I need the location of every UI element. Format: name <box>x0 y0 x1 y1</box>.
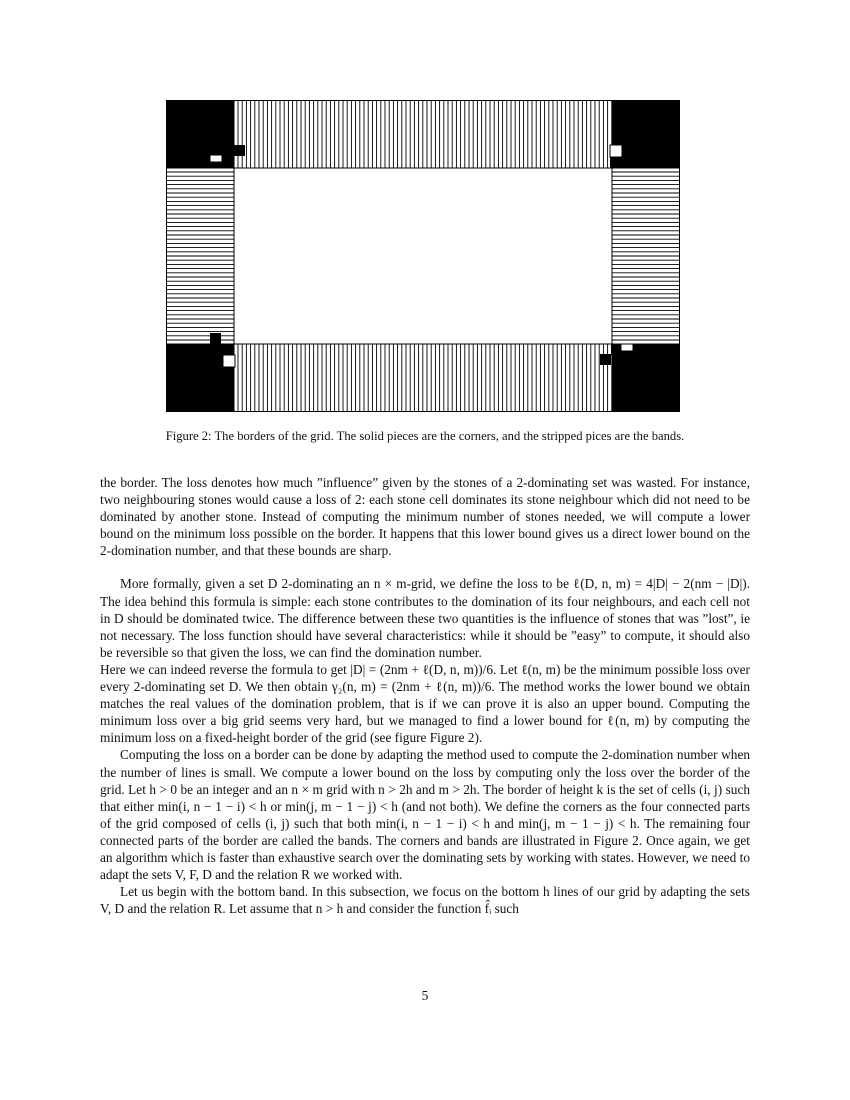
page-number: 5 <box>421 988 429 1003</box>
grid-borders-diagram <box>166 100 680 412</box>
tr-bump <box>621 156 632 167</box>
tl-bump2 <box>223 145 234 156</box>
paragraph-5: Let us begin with the bottom band. In this subsection, we focus on the bottom h lines of our grid by adapting the sets V, D and the relation R. Let assume that n > h and consider the function f̂ᵢ such <box>100 884 750 917</box>
br-notch <box>621 344 633 351</box>
paragraph-2: More formally, given a set D 2-dominating an n × m-grid, we define the loss to be ℓ(D, n, m) = 4|D| − 2(nm − |D|). The idea behind this formula is simple: each stone contributes to the domination of its four neighbours, and each cell not in D should be dominated twice. The difference between these two quantities is the influence of stones that was ”lost”, ie not necessary. The loss function should have several characteristics: while it should be ”easy” to compute, it should also be reversible so that given the loss, we can find the domination number. <box>100 576 750 660</box>
tr-notch <box>610 145 622 157</box>
bl-bump2 <box>223 344 234 355</box>
grid-borders-figure <box>166 100 680 412</box>
br-bump2 <box>611 344 622 355</box>
br-bump <box>600 354 611 365</box>
paragraph-1: the border. The loss denotes how much ”influence” given by the stones of a 2-dominating set was wasted. For instance, two neighbouring stones would cause a loss of 2: each stone cell dominates its stone neighbour which did not need to be dominated by another stone. Instead of computing the minimum number of stones needed, we will compute a lower bound on the minimum loss possible on the border. It happens that this lower bound gives us a direct lower bound on the 2-domination number, and that these bounds are sharp. <box>100 475 750 559</box>
tl-notch <box>210 155 222 162</box>
tl-bump <box>234 145 245 156</box>
top-left-corner <box>166 100 234 168</box>
bottom-right-corner <box>612 344 680 412</box>
body-text <box>100 474 750 917</box>
paragraph-3: Here we can indeed reverse the formula to get |D| = (2nm + ℓ(D, n, m))/6. Let ℓ(n, m) be the minimum possible loss over every 2-dominating set D. We then obtain γ₂(n, m) = (2nm + ℓ(n, m))/6. The method works the lower bound we obtain matches the real values of the domination problem, that is if we can prove it is also an upper bound. Computing the minimum loss over a big grid seems very hard, but we managed to find a lower bound for ℓ(n, m) by computing the minimum loss on a fixed-height border of the grid (see figure Figure 2). <box>100 661 750 746</box>
tr-bump2 <box>610 157 621 168</box>
paragraph-4: Computing the loss on a border can be done by adapting the method used to compute the 2-domination number when the number of lines is small. We compute a lower bound on the loss by computing only the loss over the border of the grid. Let h > 0 be an integer and an n × m grid with n > 2h and m > 2h. The border of height k is the set of cells (i, j) such that either min(i, n − 1 − i) < h or min(j, m − 1 − j) < h (and not both). We define the corners as the four connected parts of the grid composed of cells (i, j) such that both min(i, n − 1 − i) < h and min(j, m − 1 − j) < h. The remaining four connected parts of the border are called the bands. The corners and bands are illustrated in Figure 2. Once again, we get an algorithm which is faster than exhaustive search over the dominating sets by working with states. However, we need to adapt the sets V, F, D and the relation R we worked with. <box>100 747 750 883</box>
bl-notch <box>223 355 235 367</box>
figure-caption: Figure 2: The borders of the grid. The solid pieces are the corners, and the stripped pices are the bands. <box>165 429 685 443</box>
bl-bump <box>210 333 221 344</box>
